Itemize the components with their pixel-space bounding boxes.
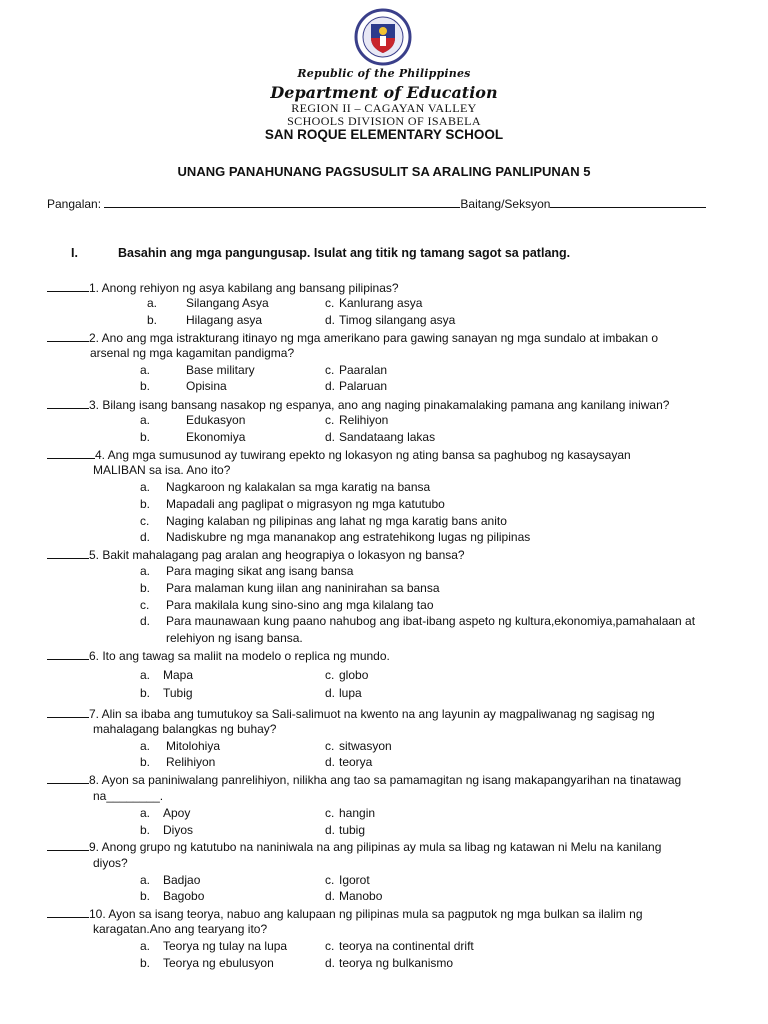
option-letter: c.: [140, 598, 150, 612]
option-text: sitwasyon: [339, 739, 392, 753]
question-4: [47, 447, 631, 462]
option-text: Para malaman kung iilan ang naninirahan sa bansa: [166, 581, 440, 595]
region-text: REGION II – CAGAYAN VALLEY: [291, 101, 477, 115]
question-text: 5. Bakit mahalagang pag aralan ang heograpiya o lokasyon ng bansa?: [89, 548, 465, 562]
question-text-cont: MALIBAN sa isa. Ano ito?: [93, 463, 231, 477]
option-text: Mapa: [163, 668, 194, 682]
name-field[interactable]: [104, 196, 460, 208]
option-letter: b.: [140, 379, 151, 393]
option-text: Naging kalaban ng pilipinas ang lahat ng mga karatig bans anito: [166, 514, 507, 528]
question-text-cont: arsenal ng mga kagamitan pandigma?: [90, 346, 295, 360]
option-letter: d.: [325, 313, 336, 327]
republic-text: Republic of the Philippines: [297, 67, 471, 80]
option-letter: a.: [140, 480, 151, 494]
question-text: 4. Ang mga sumusunod ay tuwirang epekto ng lokasyon ng ating bansa sa paghubog ng kasaysayan: [95, 448, 631, 462]
section-field[interactable]: [550, 196, 706, 208]
option-text: Bagobo: [163, 889, 205, 903]
option-letter: d.: [140, 530, 151, 544]
question-6: [47, 648, 390, 663]
answer-blank[interactable]: [47, 706, 89, 718]
option-text: Tubig: [163, 686, 193, 700]
option-letter: b.: [140, 686, 151, 700]
option-text: globo: [339, 668, 369, 682]
option-text: Teorya ng ebulusyon: [163, 956, 274, 970]
answer-blank[interactable]: [47, 397, 89, 409]
question-text: 3. Bilang isang bansang nasakop ng espanya, ano ang naging pinakamalaking pamana ang kanilang iniwan?: [89, 398, 670, 412]
option-letter: c.: [325, 806, 335, 820]
option-letter: c.: [325, 939, 335, 953]
option-text: Sandataang lakas: [339, 430, 436, 444]
option-letter: a.: [140, 939, 151, 953]
answer-blank[interactable]: [47, 839, 89, 851]
option-text: Relihiyon: [339, 413, 389, 427]
division-text: SCHOOLS DIVISION OF ISABELA: [287, 114, 481, 128]
option-text: teorya na continental drift: [339, 939, 474, 953]
option-letter: a.: [147, 296, 158, 310]
option-letter: b.: [140, 889, 151, 903]
option-letter: d.: [325, 755, 336, 769]
question-8: [47, 772, 681, 787]
option-text-cont: relehiyon ng isang bansa.: [166, 631, 303, 645]
option-letter: b.: [140, 755, 151, 769]
question-text: 9. Anong grupo ng katutubo na naniniwala na ang pilipinas ay mula sa libag ng katawan ni Melu na kanilang: [89, 840, 662, 854]
option-text: Para makilala kung sino-sino ang mga kilalang tao: [166, 598, 434, 612]
option-letter: a.: [140, 564, 151, 578]
option-letter: b.: [140, 956, 151, 970]
question-7: [47, 706, 655, 721]
option-text: Para maunawaan kung paano nahubog ang ibat-ibang aspeto ng kultura,ekonomiya,pamahalaan at: [166, 614, 696, 628]
option-text: Palaruan: [339, 379, 388, 393]
question-text-cont: karagatan.Ano ang tearyang ito?: [93, 922, 268, 936]
option-text: tubig: [339, 823, 366, 837]
option-text: Opisina: [186, 379, 227, 393]
question-5: [47, 547, 465, 562]
option-letter: d.: [325, 889, 336, 903]
question-9: [47, 839, 661, 854]
option-letter: a.: [140, 873, 151, 887]
answer-blank[interactable]: [47, 547, 89, 559]
option-letter: a.: [140, 413, 151, 427]
section-numeral: I.: [71, 246, 78, 260]
question-text-cont: na________.: [93, 789, 164, 803]
option-letter: c.: [325, 873, 335, 887]
exam-title: UNANG PANAHUNANG PAGSUSULIT SA ARALING PANLIPUNAN 5: [177, 164, 591, 179]
option-text: Kanlurang asya: [339, 296, 423, 310]
question-2: [47, 330, 658, 345]
question-3: [47, 397, 669, 412]
option-text: Mapadali ang paglipat o migrasyon ng mga katutubo: [166, 497, 445, 511]
option-letter: d.: [325, 956, 336, 970]
question-text: 10. Ayon sa isang teorya, nabuo ang kalupaan ng pilipinas mula sa pagputok ng mga bulkan sa ilalim ng: [89, 907, 643, 921]
option-text: teorya: [339, 755, 373, 769]
option-letter: c.: [325, 739, 335, 753]
option-text: Apoy: [163, 806, 191, 820]
option-text: Manobo: [339, 889, 383, 903]
option-text: teorya ng bulkanismo: [339, 956, 454, 970]
section-label: Baitang/Seksyon: [460, 197, 551, 211]
name-label: Pangalan:: [47, 197, 102, 211]
question-10: [47, 906, 643, 921]
question-text: 8. Ayon sa paniniwalang panrelihiyon, nilikha ang tao sa pamamagitan ng isang makapangyarihan na tinatawag: [89, 773, 682, 787]
answer-blank[interactable]: [47, 330, 89, 342]
instruction-text: Basahin ang mga pangungusap. Isulat ang titik ng tamang sagot sa patlang.: [118, 246, 571, 260]
answer-blank[interactable]: [47, 906, 89, 918]
option-text: Hilagang asya: [186, 313, 263, 327]
option-letter: c.: [140, 514, 150, 528]
option-text: Teorya ng tulay na lupa: [163, 939, 288, 953]
option-text: Nadiskubre ng mga mananakop ang estratehikong lugas ng pilipinas: [166, 530, 531, 544]
option-letter: d.: [325, 430, 336, 444]
option-text: Silangang Asya: [186, 296, 269, 310]
school-name: SAN ROQUE ELEMENTARY SCHOOL: [264, 127, 504, 142]
option-text: Diyos: [163, 823, 194, 837]
option-letter: b.: [140, 823, 151, 837]
option-letter: c.: [325, 296, 335, 310]
question-text: 7. Alin sa ibaba ang tumutukoy sa Sali-salimuot na kwento na ang layunin ay magpaliwanag ng sagisag ng: [89, 707, 655, 721]
option-text: Ekonomiya: [186, 430, 246, 444]
option-letter: a.: [140, 668, 151, 682]
option-letter: d.: [140, 614, 151, 628]
question-text: 2. Ano ang mga istrakturang itinayo ng mga amerikano para gawing sanayan ng mga sundalo at imbakan o: [89, 331, 659, 345]
option-letter: d.: [325, 823, 336, 837]
answer-blank[interactable]: [47, 772, 89, 784]
option-text: Nagkaroon ng kalakalan sa mga karatig na bansa: [166, 480, 431, 494]
option-text: Badjao: [163, 873, 201, 887]
option-letter: b.: [140, 430, 151, 444]
option-text: Igorot: [339, 873, 370, 887]
answer-blank[interactable]: [47, 447, 95, 459]
deped-seal: [333, 8, 433, 66]
option-text: Edukasyon: [186, 413, 246, 427]
department-title: Department of Education: [270, 83, 498, 102]
option-letter: a.: [140, 806, 151, 820]
deped-seal-icon: [333, 8, 433, 66]
option-letter: b.: [147, 313, 158, 327]
option-text: Base military: [186, 363, 255, 377]
option-letter: a.: [140, 739, 151, 753]
option-text: Paaralan: [339, 363, 388, 377]
answer-blank[interactable]: [47, 280, 89, 292]
option-letter: c.: [325, 413, 335, 427]
option-letter: c.: [325, 668, 335, 682]
option-text: hangin: [339, 806, 376, 820]
student-info-line: [47, 196, 727, 211]
question-text-cont: diyos?: [93, 856, 128, 870]
option-text: Relihiyon: [166, 755, 216, 769]
question-text-cont: mahalagang balangkas ng buhay?: [93, 722, 277, 736]
option-letter: c.: [325, 363, 335, 377]
question-text: 1. Anong rehiyon ng asya kabilang ang bansang pilipinas?: [89, 281, 399, 295]
option-letter: b.: [140, 581, 151, 595]
question-text: 6. Ito ang tawag sa maliit na modelo o replica ng mundo.: [89, 649, 390, 663]
option-text: Timog silangang asya: [339, 313, 456, 327]
question-1: [47, 280, 399, 295]
option-letter: a.: [140, 363, 151, 377]
option-text: Para maging sikat ang isang bansa: [166, 564, 354, 578]
option-text: lupa: [339, 686, 362, 700]
answer-blank[interactable]: [47, 648, 89, 660]
option-letter: b.: [140, 497, 151, 511]
option-letter: d.: [325, 379, 336, 393]
option-letter: d.: [325, 686, 336, 700]
option-text: Mitolohiya: [166, 739, 221, 753]
